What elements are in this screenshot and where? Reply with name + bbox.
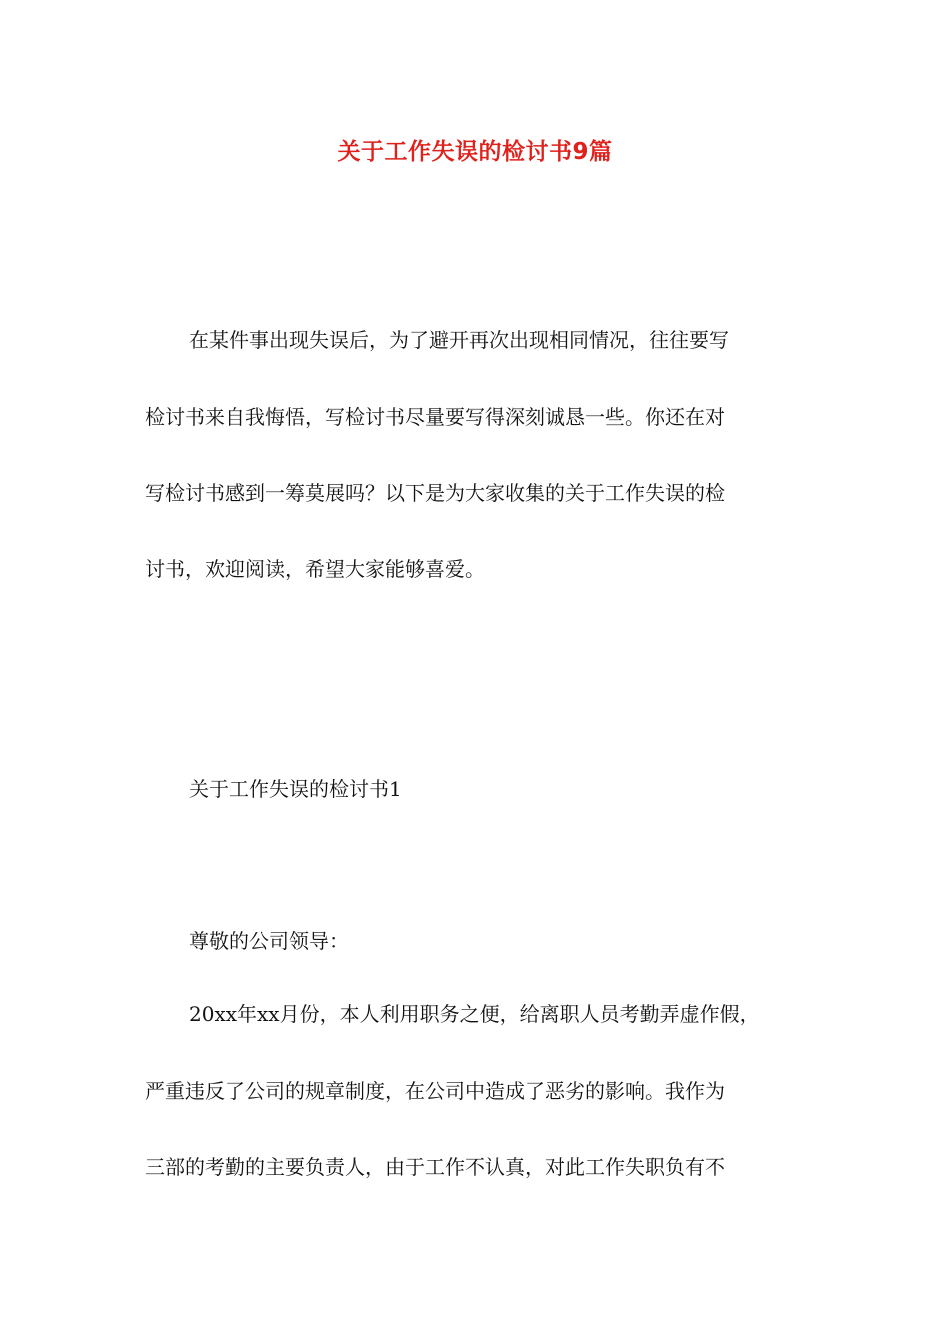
- document-title: 关于工作失误的检讨书9篇: [337, 139, 613, 165]
- intro-line-3: 写检讨书感到一筹莫展吗？以下是为大家收集的关于工作失误的检: [145, 481, 725, 505]
- body-line-2: 严重违反了公司的规章制度，在公司中造成了恶劣的影响。我作为: [145, 1079, 725, 1103]
- intro-line-1: 在某件事出现失误后，为了避开再次出现相同情况，往往要写: [189, 328, 729, 352]
- salutation: 尊敬的公司领导：: [189, 929, 349, 953]
- section-heading: 关于工作失误的检讨书1: [189, 777, 402, 801]
- body-line-3: 三部的考勤的主要负责人，由于工作不认真，对此工作失职负有不: [145, 1155, 725, 1179]
- intro-line-4: 讨书，欢迎阅读，希望大家能够喜爱。: [145, 557, 485, 581]
- intro-line-2: 检讨书来自我悔悟，写检讨书尽量要写得深刻诚恳一些。你还在对: [145, 405, 725, 429]
- body-line-1: 20xx年xx月份，本人利用职务之便，给离职人员考勤弄虚作假，: [189, 1002, 760, 1026]
